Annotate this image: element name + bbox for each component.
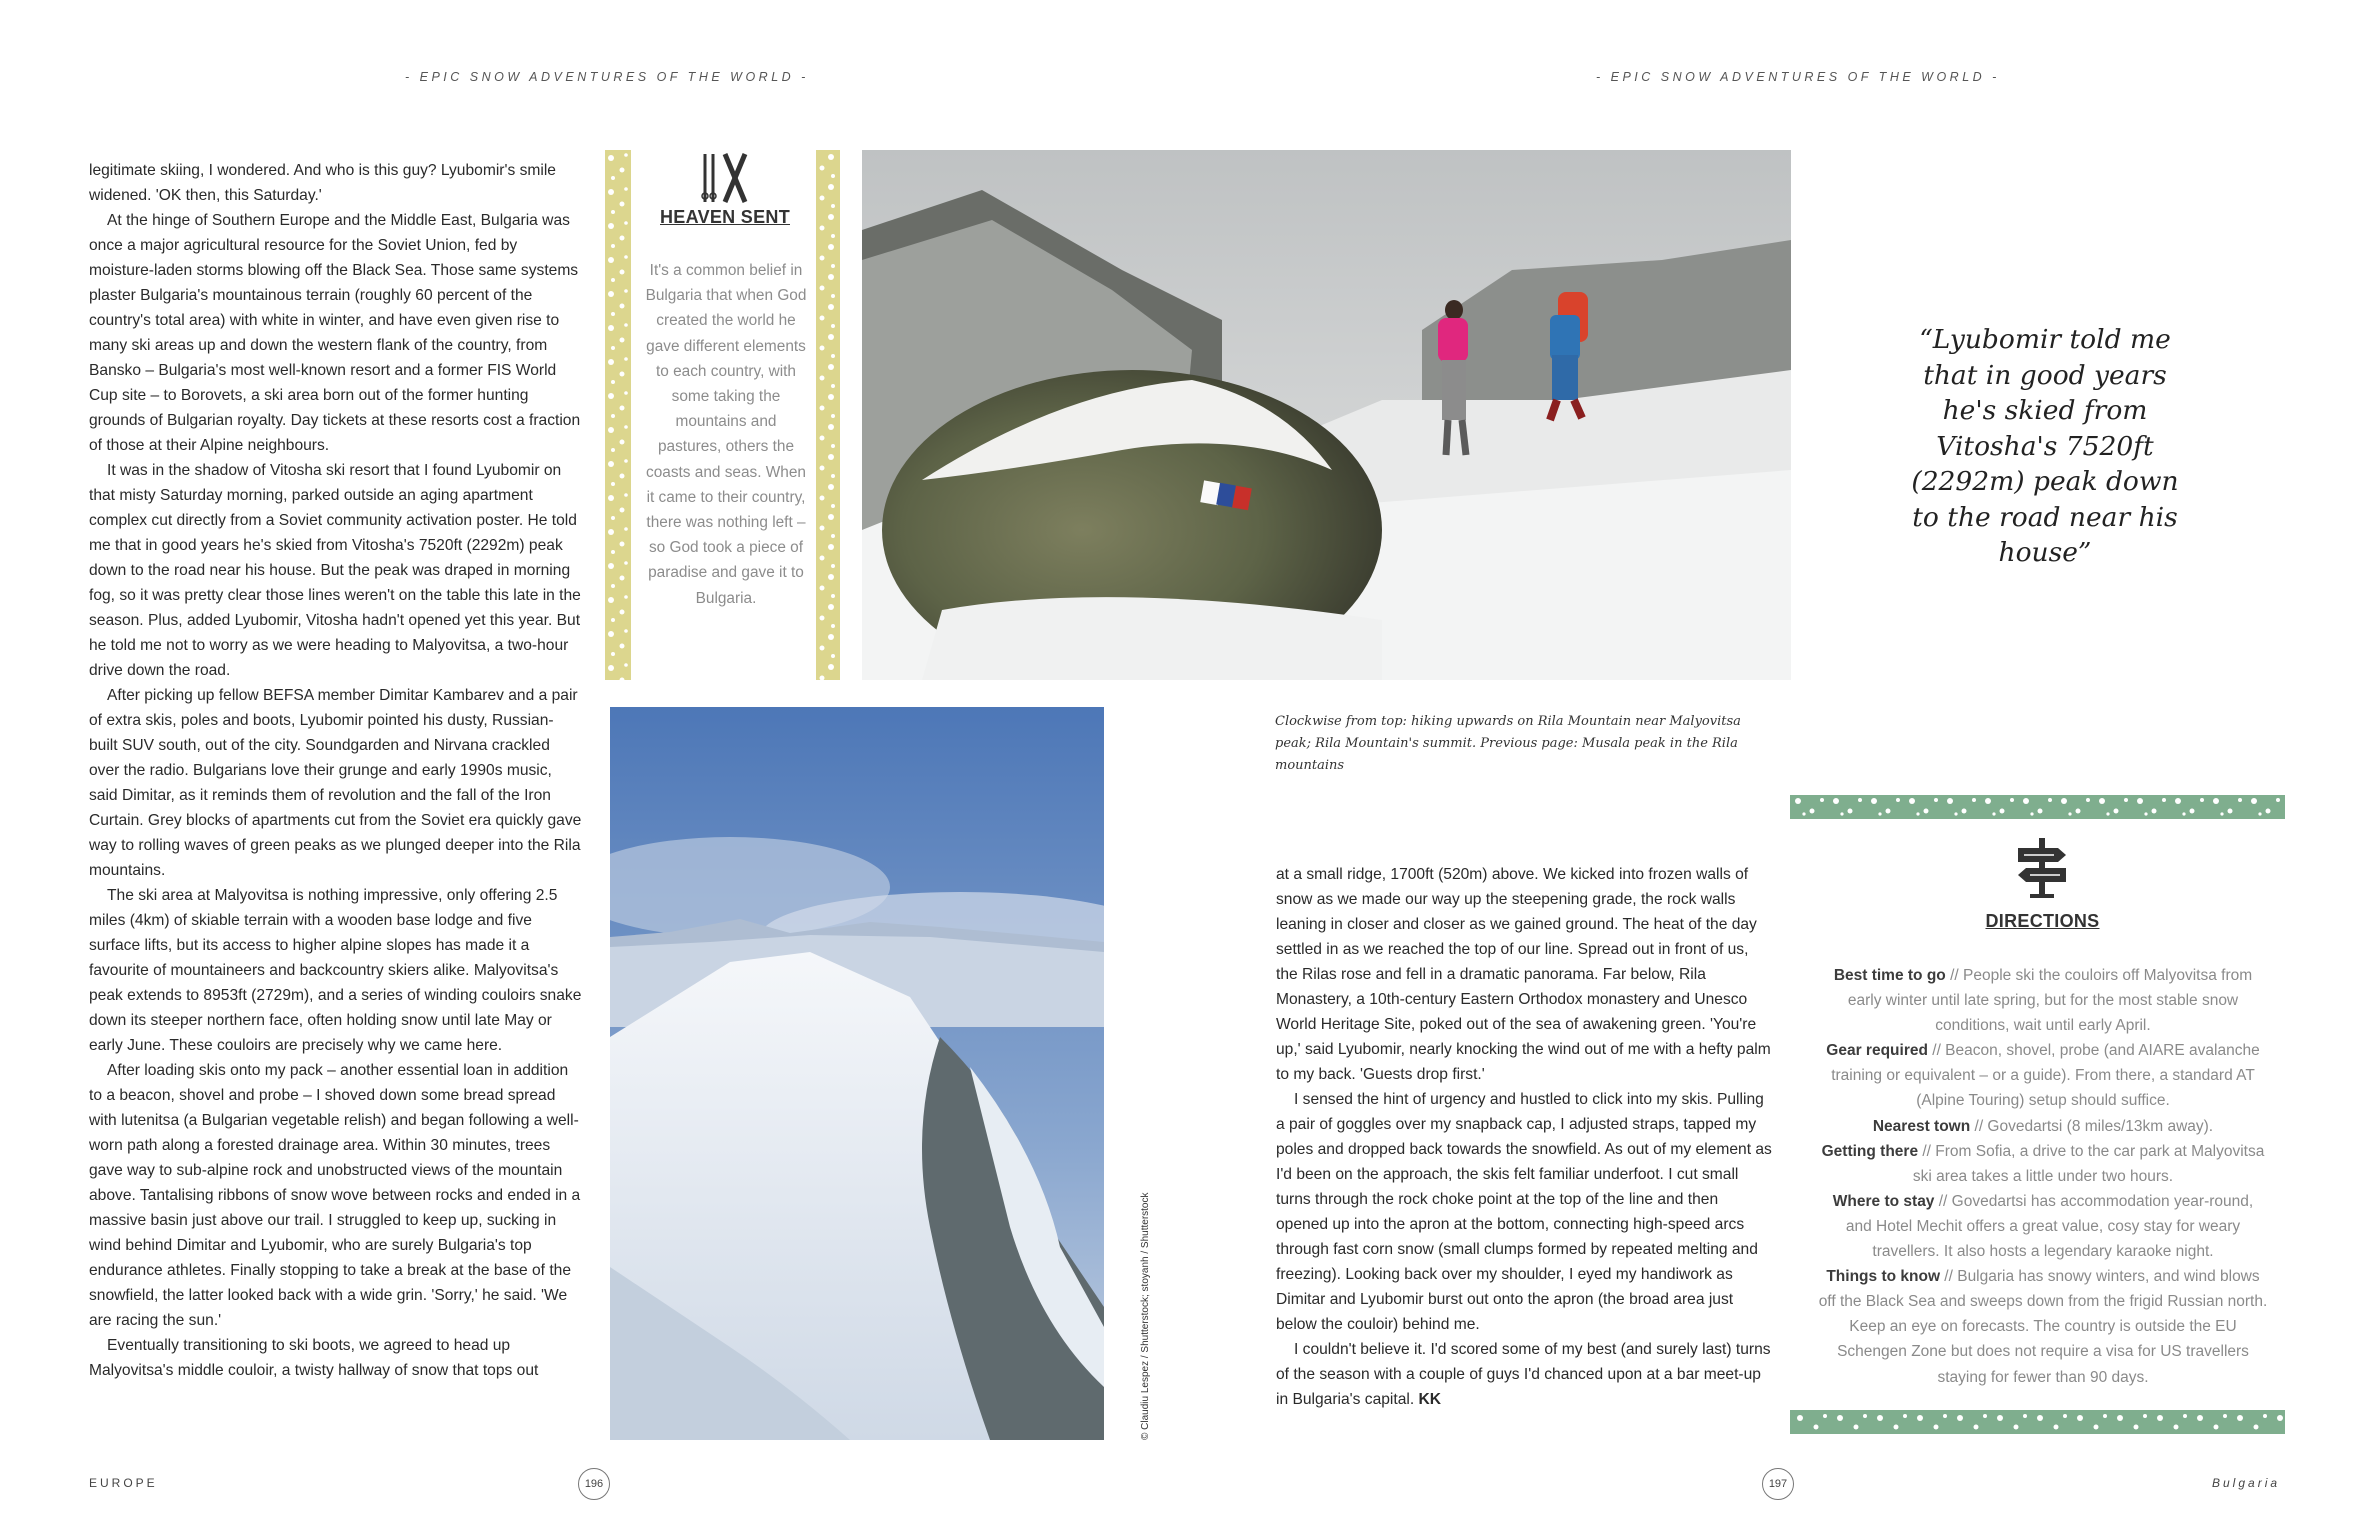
paragraph: After picking up fellow BEFSA member Dimitar Kambarev and a pair of extra skis, poles and boots, Lyubomir pointed his dusty, Russian-built SUV south, out of the city. Soundgarden and Nirvana crackled over the radio. Bulgarians love their grunge and early 1990s music, said Dimitar, as it reminds them of revolution and the fall of the Iron Curtain. Grey blocks of apartments cut from the Soviet era quickly gave way to rolling waves of green peaks as we plunged deeper into the Rila mountains. — [89, 687, 582, 879]
photo-rila-summit — [610, 707, 1104, 1440]
direction-item — [1818, 1264, 2268, 1389]
direction-label: Things to know — [1826, 1268, 1940, 1286]
page-number-left: 196 — [578, 1468, 610, 1500]
photo-hikers — [862, 150, 1791, 680]
directions-list — [1818, 963, 2268, 1390]
right-body-column — [1276, 862, 1772, 1412]
direction-item — [1818, 1038, 2268, 1113]
left-body-column — [89, 158, 582, 1383]
crossed-skis-icon — [693, 150, 753, 206]
paragraph: legitimate skiing, I wondered. And who is this guy? Lyubomir's smile widened. 'OK then, this Saturday.' — [89, 162, 556, 204]
direction-item — [1818, 1139, 2268, 1189]
direction-label: Gear required — [1826, 1042, 1928, 1060]
running-head-right: - EPIC SNOW ADVENTURES OF THE WORLD - — [1596, 70, 2000, 84]
paragraph-text: I couldn't believe it. I'd scored some of my best (and surely last) turns of the season with a couple of guys I'd chanced upon at a bar meet-up in Bulgaria's capital. — [1276, 1341, 1771, 1408]
direction-item — [1818, 1189, 2268, 1264]
photo-caption: Clockwise from top: hiking upwards on Rila Mountain near Malyovitsa peak; Rila Mountain's summit. Previous page: Musala peak in the Rila mountains — [1275, 714, 1741, 773]
direction-item — [1818, 963, 2268, 1038]
direction-text: // Bulgaria has snowy winters, and wind blows off the Black Sea and sweeps down from the frigid Russian north. Keep an eye on forecasts. The country is outside the EU Schengen Zone but does not require a visa for US travellers staying for fewer than 90 days. — [1818, 1268, 2268, 1386]
footer-section-right: Bulgaria — [2212, 1476, 2281, 1490]
direction-label: Getting there — [1821, 1142, 1919, 1160]
paragraph: After loading skis onto my pack – another essential loan in addition to a beacon, shovel and probe – I shoved down some bread spread with lutenitsa (a Bulgarian vegetable relish) and began following a well-worn path along a forested drainage area. Within 30 minutes, trees gave way to sub-alpine rock and unobstructed views of the mountain above. Tantalising ribbons of snow wove between rocks and ended in a massive basin just above our trail. I struggled to keep up, sucking in wind behind Dimitar and Lyubomir, who are surely Bulgaria's top endurance athletes. Finally stopping to take a break at the base of the snowfield, the latter looked back with a wide grin. 'Sorry,' he said. 'We are racing the sun.' — [89, 1062, 581, 1329]
sidebar-stripe-right — [816, 150, 840, 680]
footer-section-left: EUROPE — [89, 1476, 158, 1490]
sidebar-stripe-left — [605, 150, 631, 680]
running-head-left: - EPIC SNOW ADVENTURES OF THE WORLD - — [405, 70, 809, 84]
direction-label: Where to stay — [1832, 1192, 1935, 1210]
sidebar-text: It's a common belief in Bulgaria that when God created the world he gave different elements to each country, with some taking the mountains and pastures, others the coasts and seas. When it came to their country, there was nothing left – so God took a piece of paradise and gave it to Bulgaria. — [645, 262, 807, 607]
direction-text: // Govedartsi has accommodation year-round, and Hotel Mechit offers a great value, cosy stay for weary travellers. It also hosts a legendary karaoke night. — [1845, 1192, 2254, 1261]
paragraph — [1276, 1337, 1772, 1412]
direction-label: Nearest town — [1872, 1117, 1971, 1135]
photo-credit: © Claudiu Lespez / Shutterstock; stoyanh / Shutterstock — [1140, 1192, 1151, 1440]
paragraph: At the hinge of Southern Europe and the Middle East, Bulgaria was once a major agricultural resource for the Soviet Union, fed by moisture-laden storms blowing off the Black Sea. Those same systems plaster Bulgaria's mountainous terrain (roughly 60 percent of the country's total area) with white in winter, and have even given rise to many ski areas up and down the western flank of the country, from Bansko – Bulgaria's most well-known resort and a former FIS World Cup site – to Borovets, a ski area born out of the former hunting grounds of Bulgarian royalty. Day tickets at these resorts cost a fraction of those at their Alpine neighbours. — [89, 212, 581, 454]
signpost-icon — [2012, 836, 2072, 898]
direction-text: // Govedartsi (8 miles/13km away). — [1970, 1117, 2214, 1135]
direction-item — [1818, 1114, 2268, 1139]
direction-text: // From Sofia, a drive to the car park at Malyovitsa ski area takes a little under two hours. — [1912, 1142, 2265, 1185]
paragraph: It was in the shadow of Vitosha ski resort that I found Lyubomir on that misty Saturday morning, parked outside an aging apartment complex cut directly from a Soviet community activation poster. He told me that in good years he's skied from Vitosha's 7520ft (2292m) peak down to the road near his house. But the peak was draped in morning fog, so it was pretty clear those lines weren't on the table this late in the season. Plus, added Lyubomir, Vitosha hadn't opened yet this year. But he told me not to worry as we were heading to Malyovitsa, a two-hour drive down the road. — [89, 462, 581, 679]
directions-stripe-top — [1790, 795, 2285, 819]
pull-quote: “Lyubomir told me that in good years he's skied from Vitosha's 7520ft (2292m) peak down to the road near his house” — [1911, 324, 2179, 568]
paragraph: The ski area at Malyovitsa is nothing impressive, only offering 2.5 miles (4km) of skiable terrain with a wooden base lodge and five surface lifts, but its access to higher alpine slopes has made it a favourite of mountaineers and backcountry skiers alike. Malyovitsa's peak extends to 8953ft (2729m), and a series of winding couloirs snake down its steeper northern face, often holding snow until late May or early June. These couloirs are precisely why we came here. — [89, 887, 582, 1054]
direction-text: // People ski the couloirs off Malyovitsa from early winter until late spring, but for the most stable snow conditions, wait until early April. — [1847, 967, 2253, 1035]
directions-stripe-bottom — [1790, 1410, 2285, 1434]
page-number-right: 197 — [1762, 1468, 1794, 1500]
direction-label: Best time to go — [1833, 967, 1946, 984]
paragraph: Eventually transitioning to ski boots, we agreed to head up Malyovitsa's middle couloir, a twisty hallway of snow that tops out — [89, 1337, 539, 1379]
paragraph: I sensed the hint of urgency and hustled to click into my skis. Pulling a pair of goggles over my snapback cap, I adjusted straps, tapped my poles and dropped back towards the snowfield. As out of my element as I'd been on the approach, the skis felt familiar underfoot. I cut small turns through the rock choke point at the top of the line and then opened up into the apron at the bottom, connecting high-speed arcs through fast corn snow (small clumps formed by repeated melting and freezing). Looking back over my shoulder, I eyed my handiwork as Dimitar and Lyubomir burst out onto the apron (the broad area just below the couloir) behind me. — [1276, 1091, 1772, 1333]
author-initials: KK — [1418, 1391, 1442, 1408]
paragraph: at a small ridge, 1700ft (520m) above. We kicked into frozen walls of snow as we made our way up the steepening grade, the rock walls leaning in closer and closer as we gained ground. The heat of the day settled in as we reached the top of our line. Spread out in front of us, the Rilas rose and fell in a dramatic panorama. Far below, Rila Monastery, a 10th-century Eastern Orthodox monastery and Unesco World Heritage Site, poked out of the sea of awakening green. 'You're up,' said Lyubomir, nearly knocking the wind out of me with a hefty palm to my back. 'Guests drop first.' — [1276, 866, 1771, 1083]
direction-text: // Beacon, shovel, probe (and AIARE avalanche training or equivalent – or a guide). From there, a standard AT (Alpine Touring) setup should suffice. — [1831, 1042, 2260, 1110]
sidebar-title: HEAVEN SENT — [660, 207, 790, 227]
directions-title: DIRECTIONS — [1985, 911, 2100, 931]
